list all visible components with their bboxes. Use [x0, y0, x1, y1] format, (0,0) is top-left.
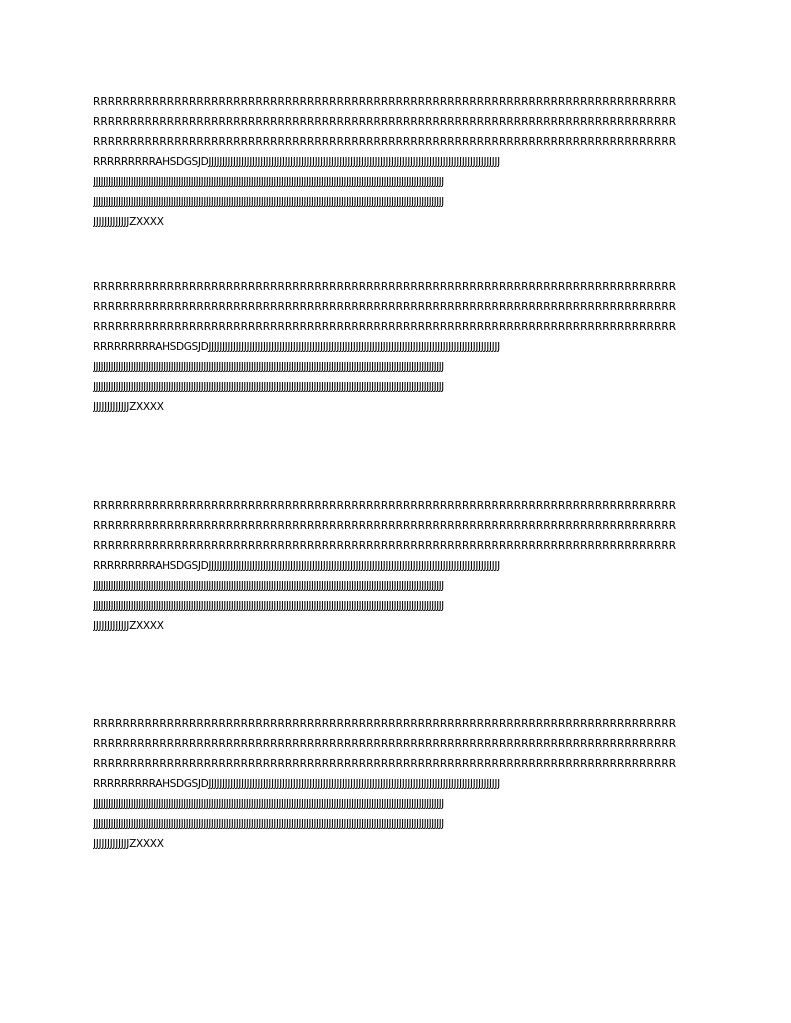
- paragraph-line: RRRRRRRRRRRRRRRRRRRRRRRRRRRRRRRRRRRRRRRRRRRRRRRRRRRRRRRRRRRRRRRRRRRRRRRRRRRRRRR: [93, 116, 677, 128]
- paragraph-2: [93, 277, 703, 417]
- paragraph-line: RRRRRRRRRRRRRRRRRRRRRRRRRRRRRRRRRRRRRRRRRRRRRRRRRRRRRRRRRRRRRRRRRRRRRRRRRRRRRRR: [93, 520, 677, 532]
- paragraph-line: RRRRRRRRRAHSDGSJDJJJJJJJJJJJJJJJJJJJJJJJJJJJJJJJJJJJJJJJJJJJJJJJJJJJJJJJJJJJJJJJJJJJJJJJJJJJJJJJJJJJJJJJJJJJJJJJJJJJJJJJJJJJ: [93, 778, 500, 790]
- paragraph-line: JJJJJJJJJJJJJJJJJJJJJJJJJJJJJJJJJJJJJJJJJJJJJJJJJJJJJJJJJJJJJJJJJJJJJJJJJJJJJJJJJJJJJJJJJJJJJJJJJJJJJJJJJJJJJJJJJJJJJJJJJJJJJJJJJJJJJJJJJJJJ: [93, 818, 444, 830]
- paragraph-line: JJJJJJJJJJJJJZXXXX: [93, 620, 164, 632]
- paragraph-line: RRRRRRRRRRRRRRRRRRRRRRRRRRRRRRRRRRRRRRRRRRRRRRRRRRRRRRRRRRRRRRRRRRRRRRRRRRRRRRR: [93, 738, 677, 750]
- paragraph-line: RRRRRRRRRAHSDGSJDJJJJJJJJJJJJJJJJJJJJJJJJJJJJJJJJJJJJJJJJJJJJJJJJJJJJJJJJJJJJJJJJJJJJJJJJJJJJJJJJJJJJJJJJJJJJJJJJJJJJJJJJJJJ: [93, 341, 500, 353]
- paragraph-line: JJJJJJJJJJJJJZXXXX: [93, 838, 164, 850]
- paragraph-line: JJJJJJJJJJJJJJJJJJJJJJJJJJJJJJJJJJJJJJJJJJJJJJJJJJJJJJJJJJJJJJJJJJJJJJJJJJJJJJJJJJJJJJJJJJJJJJJJJJJJJJJJJJJJJJJJJJJJJJJJJJJJJJJJJJJJJJJJJJJJ: [93, 176, 444, 188]
- paragraph-line: JJJJJJJJJJJJJJJJJJJJJJJJJJJJJJJJJJJJJJJJJJJJJJJJJJJJJJJJJJJJJJJJJJJJJJJJJJJJJJJJJJJJJJJJJJJJJJJJJJJJJJJJJJJJJJJJJJJJJJJJJJJJJJJJJJJJJJJJJJJJ: [93, 361, 444, 373]
- paragraph-line: RRRRRRRRRRRRRRRRRRRRRRRRRRRRRRRRRRRRRRRRRRRRRRRRRRRRRRRRRRRRRRRRRRRRRRRRRRRRRRR: [93, 321, 677, 333]
- paragraph-line: RRRRRRRRRRRRRRRRRRRRRRRRRRRRRRRRRRRRRRRRRRRRRRRRRRRRRRRRRRRRRRRRRRRRRRRRRRRRRRR: [93, 718, 677, 730]
- paragraph-line: RRRRRRRRRRRRRRRRRRRRRRRRRRRRRRRRRRRRRRRRRRRRRRRRRRRRRRRRRRRRRRRRRRRRRRRRRRRRRRR: [93, 500, 677, 512]
- paragraph-line: JJJJJJJJJJJJJJJJJJJJJJJJJJJJJJJJJJJJJJJJJJJJJJJJJJJJJJJJJJJJJJJJJJJJJJJJJJJJJJJJJJJJJJJJJJJJJJJJJJJJJJJJJJJJJJJJJJJJJJJJJJJJJJJJJJJJJJJJJJJJ: [93, 798, 444, 810]
- paragraph-line: RRRRRRRRRRRRRRRRRRRRRRRRRRRRRRRRRRRRRRRRRRRRRRRRRRRRRRRRRRRRRRRRRRRRRRRRRRRRRRR: [93, 758, 677, 770]
- paragraph-1: [93, 92, 703, 232]
- paragraph-line: JJJJJJJJJJJJJJJJJJJJJJJJJJJJJJJJJJJJJJJJJJJJJJJJJJJJJJJJJJJJJJJJJJJJJJJJJJJJJJJJJJJJJJJJJJJJJJJJJJJJJJJJJJJJJJJJJJJJJJJJJJJJJJJJJJJJJJJJJJJJ: [93, 196, 444, 208]
- paragraph-line: JJJJJJJJJJJJJJJJJJJJJJJJJJJJJJJJJJJJJJJJJJJJJJJJJJJJJJJJJJJJJJJJJJJJJJJJJJJJJJJJJJJJJJJJJJJJJJJJJJJJJJJJJJJJJJJJJJJJJJJJJJJJJJJJJJJJJJJJJJJJ: [93, 600, 444, 612]
- paragraph-4: [93, 714, 703, 854]
- paragraph-line: RRRRRRRRRRRRRRRRRRRRRRRRRRRRRRRRRRRRRRRRRRRRRRRRRRRRRRRRRRRRRRRRRRRRRRRRRRRRRRR: [93, 136, 677, 148]
- paragraph-line: RRRRRRRRRAHSDGSJDJJJJJJJJJJJJJJJJJJJJJJJJJJJJJJJJJJJJJJJJJJJJJJJJJJJJJJJJJJJJJJJJJJJJJJJJJJJJJJJJJJJJJJJJJJJJJJJJJJJJJJJJJJJ: [93, 560, 500, 572]
- paragraph-3: [93, 496, 703, 636]
- paragraph-line: RRRRRRRRRRRRRRRRRRRRRRRRRRRRRRRRRRRRRRRRRRRRRRRRRRRRRRRRRRRRRRRRRRRRRRRRRRRRRRR: [93, 301, 677, 313]
- paragraph-line: RRRRRRRRRRRRRRRRRRRRRRRRRRRRRRRRRRRRRRRRRRRRRRRRRRRRRRRRRRRRRRRRRRRRRRRRRRRRRRR: [93, 96, 677, 108]
- paragraph-line: JJJJJJJJJJJJJZXXXX: [93, 401, 164, 413]
- paragraph-line: RRRRRRRRRRRRRRRRRRRRRRRRRRRRRRRRRRRRRRRRRRRRRRRRRRRRRRRRRRRRRRRRRRRRRRRRRRRRRRR: [93, 281, 677, 293]
- paragraph-line: JJJJJJJJJJJJJJJJJJJJJJJJJJJJJJJJJJJJJJJJJJJJJJJJJJJJJJJJJJJJJJJJJJJJJJJJJJJJJJJJJJJJJJJJJJJJJJJJJJJJJJJJJJJJJJJJJJJJJJJJJJJJJJJJJJJJJJJJJJJJ: [93, 580, 444, 592]
- paragraph-line: RRRRRRRRRRRRRRRRRRRRRRRRRRRRRRRRRRRRRRRRRRRRRRRRRRRRRRRRRRRRRRRRRRRRRRRRRRRRRRR: [93, 540, 677, 552]
- paragraph-line: JJJJJJJJJJJJJJJJJJJJJJJJJJJJJJJJJJJJJJJJJJJJJJJJJJJJJJJJJJJJJJJJJJJJJJJJJJJJJJJJJJJJJJJJJJJJJJJJJJJJJJJJJJJJJJJJJJJJJJJJJJJJJJJJJJJJJJJJJJJJ: [93, 381, 444, 393]
- paragraph-line: JJJJJJJJJJJJJZXXXX: [93, 216, 164, 228]
- paragraph-line: RRRRRRRRRAHSDGSJDJJJJJJJJJJJJJJJJJJJJJJJJJJJJJJJJJJJJJJJJJJJJJJJJJJJJJJJJJJJJJJJJJJJJJJJJJJJJJJJJJJJJJJJJJJJJJJJJJJJJJJJJJJJ: [93, 156, 500, 168]
